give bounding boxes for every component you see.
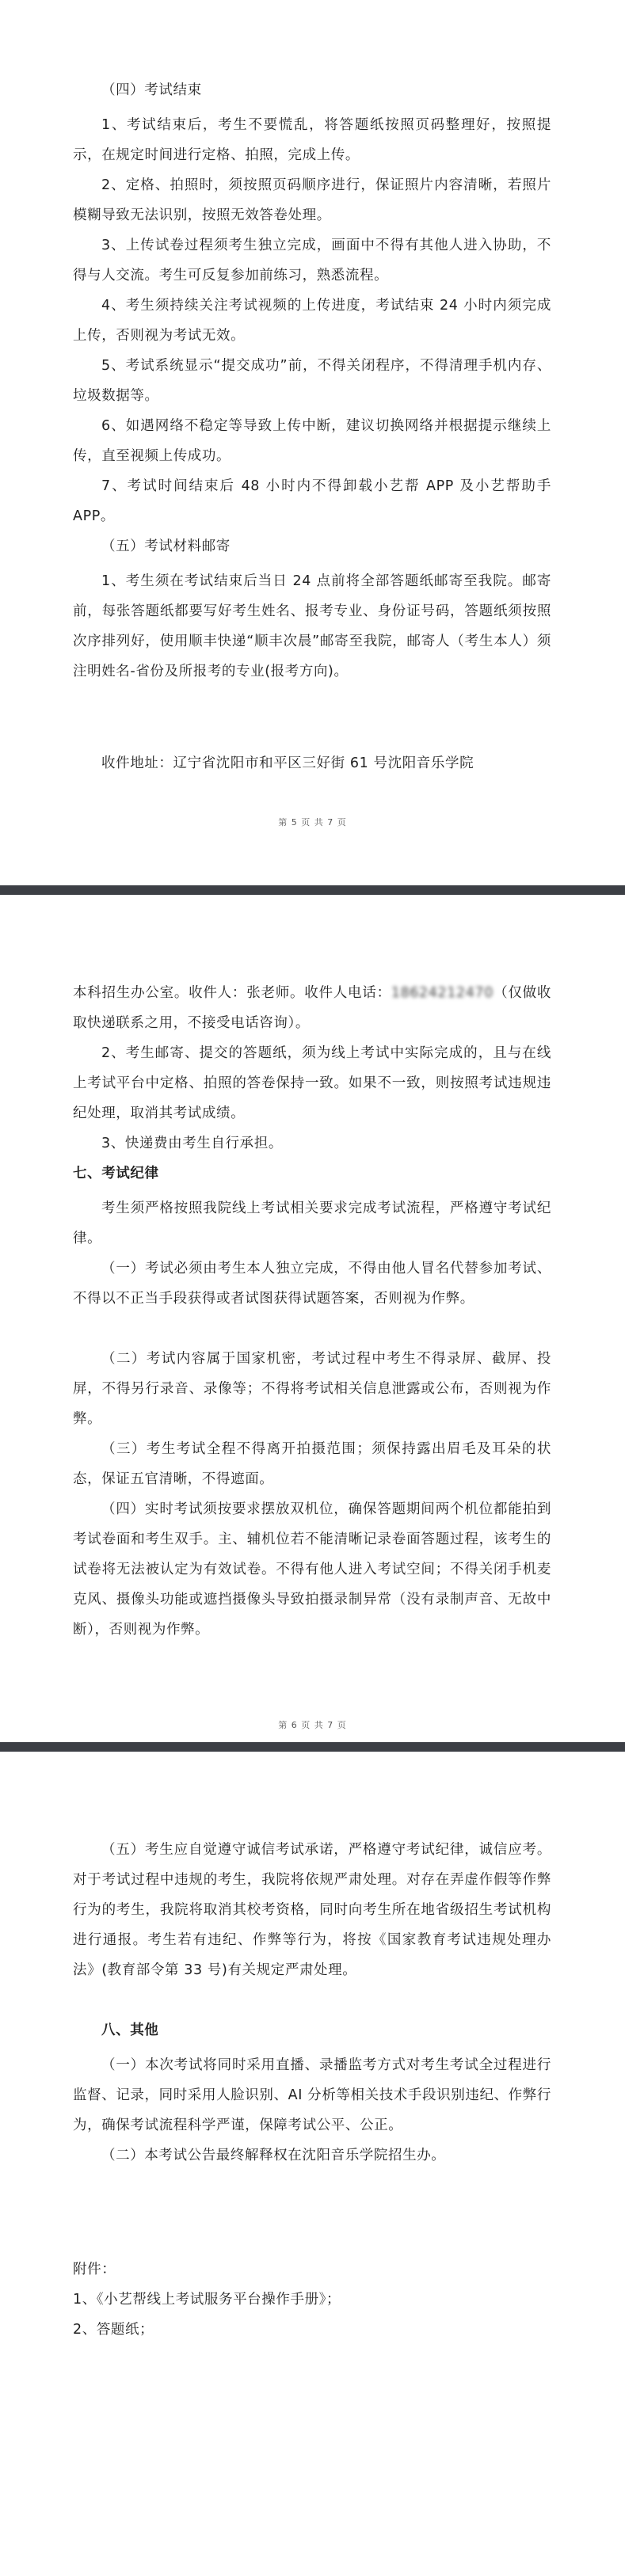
discipline-item-5: （五）考生应自觉遵守诚信考试承诺，严格遵守考试纪律，诚信应考。对于考试过程中违规的考生，我院将依规严肃处理。对存在弄虚作假等作弊行为的考生，我院将取消其校考资格，同时向考生所在地省级招生考试机构进行通报。考生若有违纪、作弊等行为，将按《国家教育考试违规处理办法》(教育部令第 33 号)有关规定严肃处理。 — [73, 1842, 551, 1978]
attachments-title: 附件： — [73, 2262, 116, 2277]
discipline-item-2: （二）考试内容属于国家机密，考试过程中考生不得录屏、截屏、投屏，不得另行录音、录像等；不得将考试相关信息泄露或公布，否则视为作弊。 — [73, 1351, 551, 1427]
address-text: 本科招生办公室。收件人：张老师。收件人电话： — [73, 985, 391, 1001]
discipline-item-3: （三）考生考试全程不得离开拍摄范围；须保持露出眉毛及耳朵的状态，保证五官清晰，不得遮面。 — [73, 1441, 551, 1487]
redacted-phone: 18624212470 — [391, 985, 494, 1001]
other-item-1: （一）本次考试将同时采用直播、录播监考方式对考生考试全过程进行监督、记录，同时采用人脸识别、AI 分析等相关技术手段识别违纪、作弊行为，确保考试流程科学严谨，保障考试公平、公正。 — [73, 2057, 551, 2133]
page-separator — [0, 885, 625, 895]
exam-end-item-6: 6、如遇网络不稳定等导致上传中断，建议切换网络并根据提示继续上传，直至视频上传成功。 — [73, 418, 551, 464]
chapter-heading-other: 八、其他 — [101, 2022, 159, 2038]
section-heading-exam-end: （四）考试结束 — [101, 82, 202, 98]
discipline-item-1: （一）考试必须由考生本人独立完成，不得由他人冒名代替参加考试、不得以不正当手段获得或者试图获得试题答案，否则视为作弊。 — [73, 1261, 551, 1307]
document-page-7 — [0, 1752, 625, 2576]
discipline-item-4: （四）实时考试须按要求摆放双机位，确保答题期间两个机位都能拍到考试卷面和考生双手。主、辅机位若不能清晰记录卷面答题过程，该考生的试卷将无法被认定为有效试卷。不得有他人进入考试空间；不得关闭手机麦克风、摄像头功能或遮挡摄像头导致拍摄录制异常（没有录制声音、无故中断），否则视为作弊。 — [73, 1501, 551, 1638]
phone-note: （仅做收取快递联系之用，不接受电话咨询）。 — [73, 985, 552, 1031]
page-footer-5: 第 5 页 共 7 页 — [278, 817, 347, 828]
exam-end-item-2: 2、定格、拍照时，须按照页码顺序进行，保证照片内容清晰，若照片模糊导致无法识别，按照无效答卷处理。 — [73, 177, 551, 223]
mail-item-3: 3、快递费由考生自行承担。 — [101, 1136, 283, 1151]
exam-end-item-4: 4、考生须持续关注考试视频的上传进度，考试结束 24 小时内须完成上传，否则视为考试无效。 — [73, 298, 551, 344]
other-item-2: （二）本考试公告最终解释权在沈阳音乐学院招生办。 — [101, 2148, 446, 2163]
exam-end-item-5: 5、考试系统显示“提交成功”前，不得关闭程序，不得清理手机内存、垃圾数据等。 — [73, 358, 551, 404]
mail-address-continued — [73, 978, 551, 1038]
discipline-intro: 考生须严格按照我院线上考试相关要求完成考试流程，严格遵守考试纪律。 — [73, 1200, 551, 1246]
page-separator — [0, 1742, 625, 1752]
document-page-5 — [0, 0, 625, 885]
exam-end-item-1: 1、考试结束后，考生不要慌乱，将答题纸按照页码整理好，按照提示，在规定时间进行定格、拍照，完成上传。 — [73, 117, 551, 163]
attachment-item-1: 1、《小艺帮线上考试服务平台操作手册》； — [73, 2292, 341, 2308]
attachment-item-2: 2、答题纸； — [73, 2322, 154, 2338]
exam-end-item-7: 7、考试时间结束后 48 小时内不得卸载小艺帮 APP 及小艺帮助手 APP。 — [73, 478, 551, 524]
section-heading-mail: （五）考试材料邮寄 — [101, 538, 231, 554]
mail-item-1: 1、考生须在考试结束后当日 24 点前将全部答题纸邮寄至我院。邮寄前，每张答题纸都要写好考生姓名、报考专业、身份证号码，答题纸须按照次序排列好，使用顺丰快递“顺丰次晨”邮寄至我院，邮寄人（考生本人）须注明姓名-省份及所报考的专业(报考方向)。 — [73, 573, 551, 679]
document-page-6 — [0, 895, 625, 1742]
chapter-heading-discipline: 七、考试纪律 — [73, 1166, 159, 1181]
exam-end-item-3: 3、上传试卷过程须考生独立完成，画面中不得有其他人进入协助，不得与人交流。考生可反复参加前练习，熟悉流程。 — [73, 238, 551, 283]
page-footer-6: 第 6 页 共 7 页 — [278, 1720, 347, 1730]
mail-address: 收件地址：辽宁省沈阳市和平区三好街 61 号沈阳音乐学院 — [101, 755, 474, 771]
mail-item-2: 2、考生邮寄、提交的答题纸，须为线上考试中实际完成的，且与在线上考试平台中定格、拍照的答卷保持一致。如果不一致，则按照考试违规违纪处理，取消其考试成绩。 — [73, 1045, 551, 1121]
